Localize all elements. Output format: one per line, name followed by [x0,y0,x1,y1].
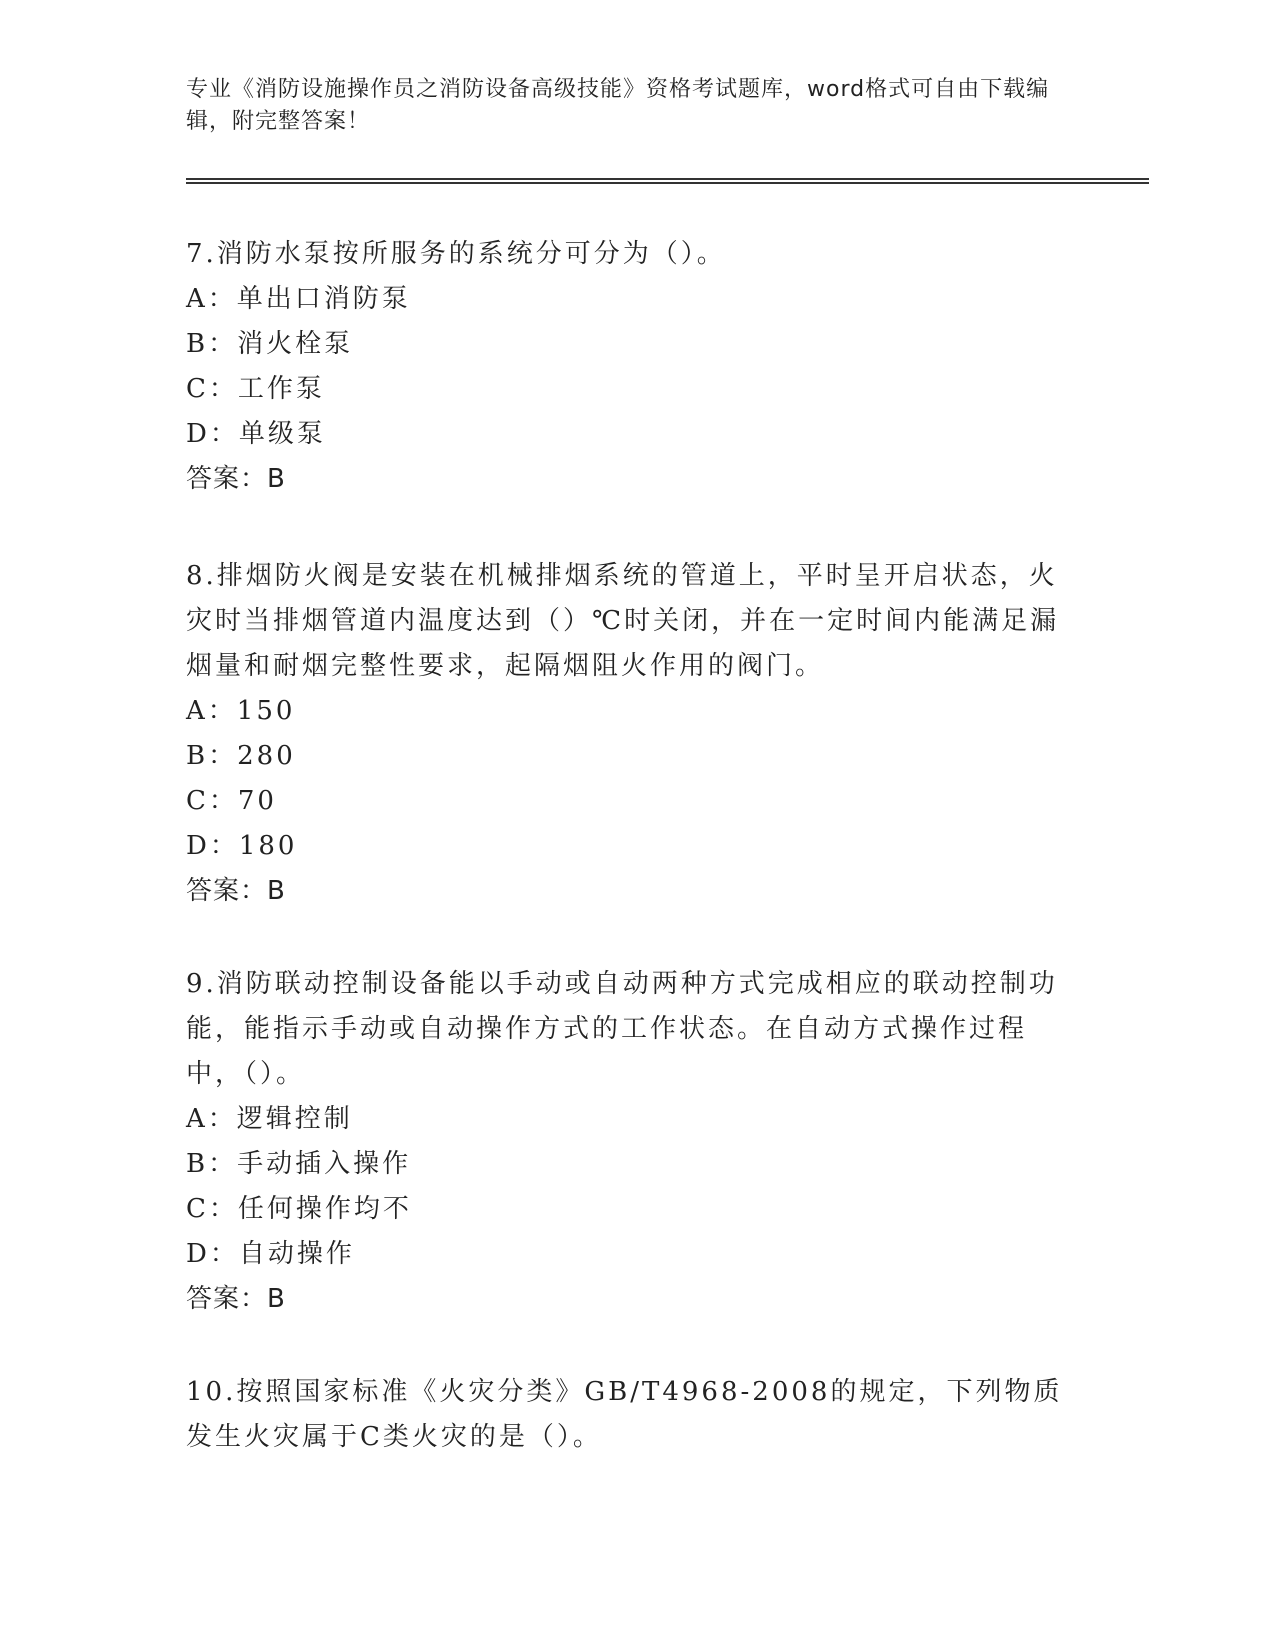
option-c: C：工作泵 [186,374,325,404]
question-8 [186,554,1066,914]
answer-line: 答案：B [186,1284,286,1314]
option-c: C：70 [186,786,277,816]
header-divider [186,178,1149,184]
document-header: 专业《消防设施操作员之消防设备高级技能》资格考试题库，word格式可自由下载编辑，附完整答案！ [186,77,1050,134]
option-a: A：逻辑控制 [186,1104,353,1134]
answer-line: 答案：B [186,876,286,906]
question-9 [186,962,1066,1322]
question-stem: 9.消防联动控制设备能以手动或自动两种方式完成相应的联动控制功能，能指示手动或自动操作方式的工作状态。在自动方式操作过程中，（）。 [186,969,1058,1089]
option-b: B：280 [186,741,296,771]
question-stem: 10.按照国家标准《火灾分类》GB/T4968-2008的规定，下列物质发生火灾属于C类火灾的是（）。 [186,1377,1063,1452]
option-d: D：180 [186,831,298,861]
question-stem: 8.排烟防火阀是安装在机械排烟系统的管道上，平时呈开启状态，火灾时当排烟管道内温度达到（）℃时关闭，并在一定时间内能满足漏烟量和耐烟完整性要求，起隔烟阻火作用的阀门。 [186,561,1060,681]
question-10 [186,1370,1066,1460]
option-b: B：手动插入操作 [186,1149,412,1179]
option-d: D：自动操作 [186,1239,355,1269]
question-stem: 7.消防水泵按所服务的系统分可分为（）。 [186,239,726,269]
option-c: C：任何操作均不 [186,1194,412,1224]
option-b: B：消火栓泵 [186,329,354,359]
question-7 [186,232,1066,502]
option-a: A：单出口消防泵 [186,284,411,314]
option-d: D：单级泵 [186,419,326,449]
answer-line: 答案：B [186,464,286,494]
option-a: A：150 [186,696,296,726]
